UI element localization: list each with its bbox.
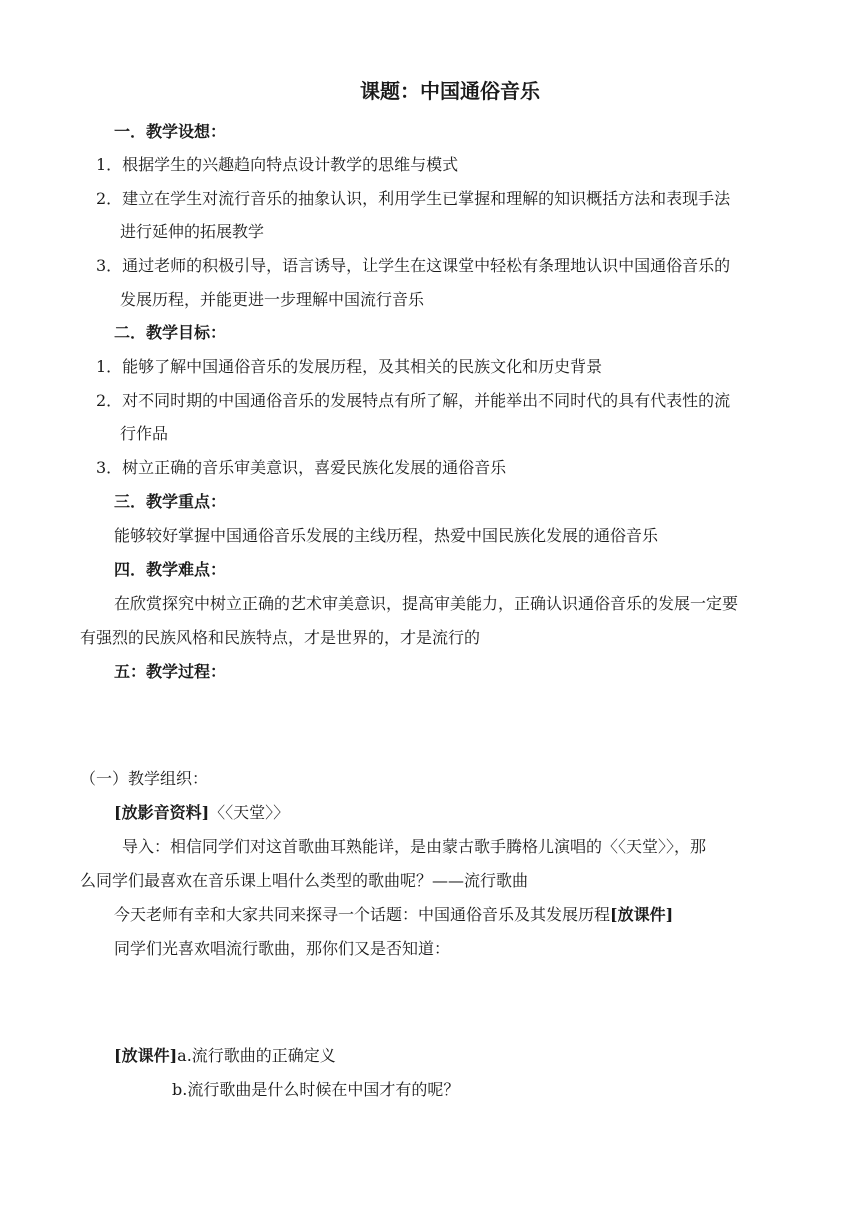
media-line [114, 803, 289, 823]
item-a: a.流行歌曲的正确定义 [177, 1046, 336, 1065]
list-item: 3．通过老师的积极引导，语言诱导，让学生在这课堂中轻松有条理地认识中国通俗音乐的 [96, 256, 731, 275]
paragraph-line: 有强烈的民族风格和民族特点，才是世界的，才是流行的 [80, 628, 481, 647]
media-text: 〈〈天堂〉〉 [209, 803, 290, 822]
paragraph: 能够较好掌握中国通俗音乐发展的主线历程，热爱中国民族化发展的通俗音乐 [114, 526, 659, 545]
topic-tag: [放课件] [610, 905, 674, 924]
section-heading-difficulties: 四．教学难点： [114, 560, 227, 579]
section-heading-key-points: 三．教学重点： [114, 492, 227, 511]
list-item: 3．树立正确的音乐审美意识，喜爱民族化发展的通俗音乐 [96, 458, 507, 477]
list-item: 2．建立在学生对流行音乐的抽象认识，利用学生已掌握和理解的知识概括方法和表现手法 [96, 189, 731, 208]
media-tag: [放影音资料] [114, 803, 210, 822]
courseware-line [114, 1046, 336, 1066]
list-item-continuation: 行作品 [120, 424, 169, 443]
section-heading-teaching-goals: 二．教学目标： [114, 323, 227, 342]
list-item-continuation: 发展历程，并能更进一步理解中国流行音乐 [120, 290, 425, 309]
subheading: （一）教学组织： [80, 769, 209, 788]
section-heading-process: 五：教学过程： [114, 662, 227, 681]
section-heading-teaching-concept: 一．教学设想： [114, 122, 227, 141]
paragraph-line: 同学们光喜欢唱流行歌曲，那你们又是否知道： [114, 939, 451, 958]
list-item: 1．根据学生的兴趣趋向特点设计教学的思维与模式 [96, 155, 459, 174]
item-b: b.流行歌曲是什么时候在中国才有的呢？ [172, 1080, 460, 1099]
paragraph-line: 在欣赏探究中树立正确的艺术审美意识，提高审美能力，正确认识通俗音乐的发展一定要 [114, 594, 739, 613]
topic-line [114, 905, 673, 925]
courseware-tag: [放课件] [114, 1046, 178, 1065]
list-item-continuation: 进行延伸的拓展教学 [120, 222, 265, 241]
page-title: 课题：中国通俗音乐 [360, 79, 540, 103]
list-item: 2．对不同时期的中国通俗音乐的发展特点有所了解，并能举出不同时代的具有代表性的流 [96, 391, 731, 410]
paragraph-line: 导入：相信同学们对这首歌曲耳熟能详，是由蒙古歌手腾格儿演唱的〈〈天堂〉〉，那 [122, 837, 707, 856]
topic-text: 今天老师有幸和大家共同来探寻一个话题：中国通俗音乐及其发展历程 [114, 905, 611, 924]
list-item: 1．能够了解中国通俗音乐的发展历程，及其相关的民族文化和历史背景 [96, 357, 603, 376]
paragraph-line: 么同学们最喜欢在音乐课上唱什么类型的歌曲呢？——流行歌曲 [80, 871, 529, 890]
